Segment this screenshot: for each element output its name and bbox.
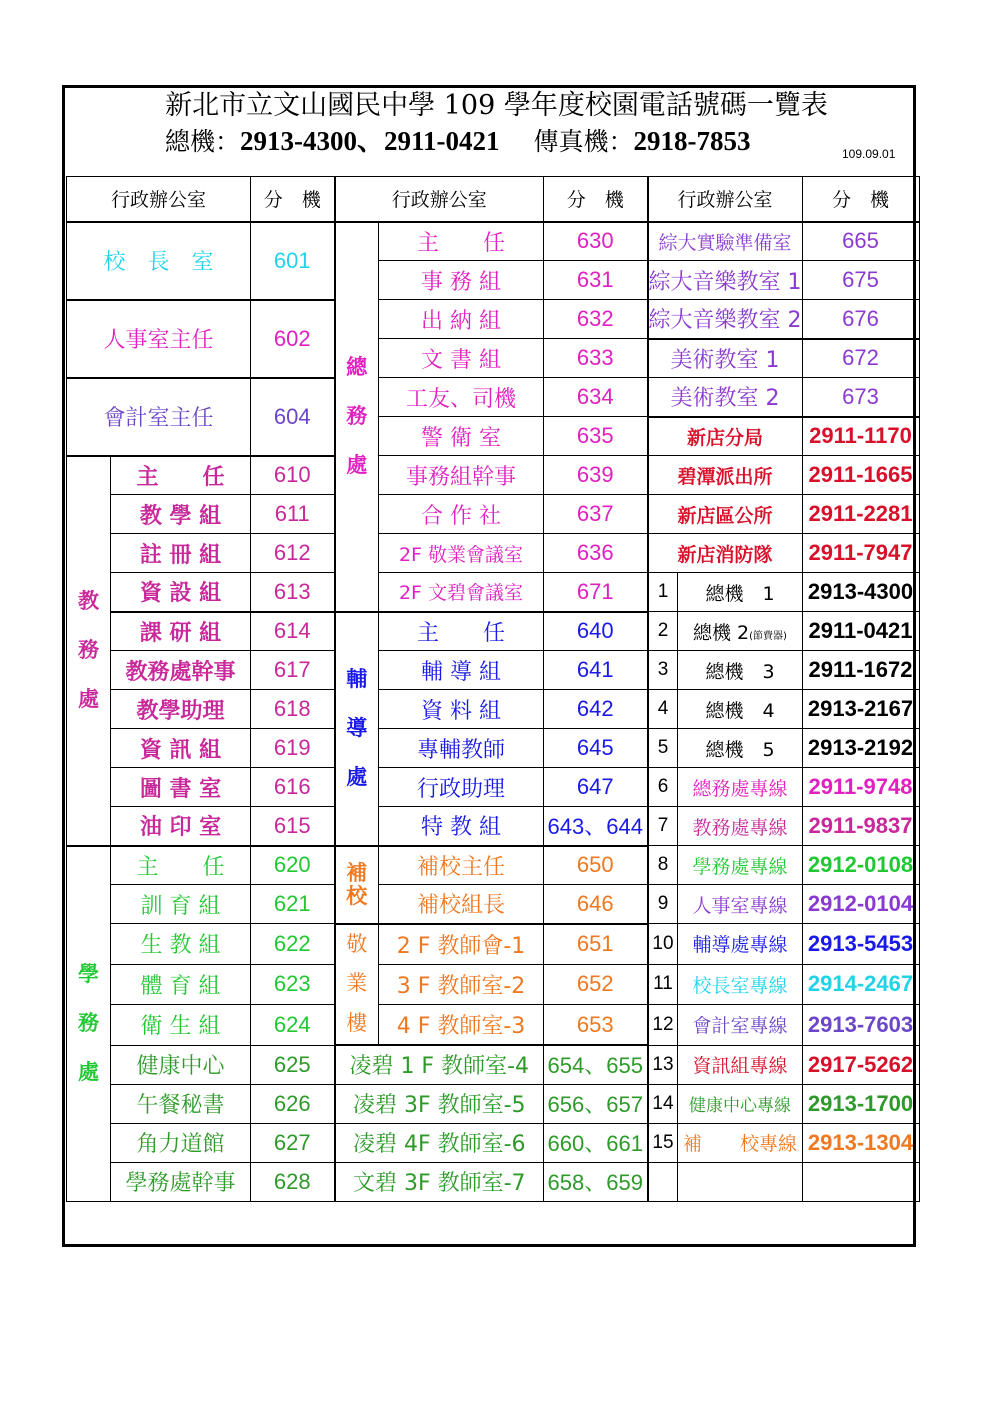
office-name: 警 衛 室 xyxy=(379,417,544,456)
ext-number: 619 xyxy=(251,729,335,768)
line-number: 15 xyxy=(648,1123,678,1162)
line-name: 健康中心專線 xyxy=(678,1084,802,1123)
column-header-ext: 分 機 xyxy=(802,177,919,222)
line-phone: 2913-1700 xyxy=(802,1084,919,1123)
ext-number: 613 xyxy=(251,573,335,612)
line-number: 9 xyxy=(648,885,678,924)
table-row xyxy=(67,1084,920,1123)
column-header-ext: 分 機 xyxy=(251,177,335,222)
office-name: 綜大音樂教室 1 xyxy=(648,261,803,300)
table-row xyxy=(67,729,920,768)
line-number: 14 xyxy=(648,1084,678,1123)
office-name: 資 訊 組 xyxy=(111,729,251,768)
office-name: 凌碧 4F 教師室-6 xyxy=(335,1123,544,1162)
ext-number: 620 xyxy=(251,846,335,885)
ext-number: 634 xyxy=(544,378,648,417)
line-phone: 2913-2192 xyxy=(802,729,919,768)
office-name: 補校組長 xyxy=(379,885,544,924)
column-header-office: 行政辦公室 xyxy=(335,177,544,222)
line-number: 10 xyxy=(648,924,678,965)
line-name: 會計室專線 xyxy=(678,1005,802,1046)
line-phone: 2911-9748 xyxy=(802,768,919,807)
table-row xyxy=(67,807,920,846)
external-name: 新店分局 xyxy=(648,417,803,456)
line-name: 總機 3 xyxy=(678,651,802,690)
office-name: 主 任 xyxy=(379,222,544,261)
table-row xyxy=(67,1045,920,1084)
office-name: 課 研 組 xyxy=(111,612,251,651)
office-name: 體 育 組 xyxy=(111,964,251,1005)
office-name: 美術教室 1 xyxy=(648,339,803,378)
external-phone: 2911-1665 xyxy=(802,456,919,495)
office-name: 文 書 組 xyxy=(379,339,544,378)
dept-general-affairs: 總 務 處 xyxy=(335,222,379,612)
office-name: 行政助理 xyxy=(379,768,544,807)
ext-number: 635 xyxy=(544,417,648,456)
line-name: 輔導處專線 xyxy=(678,924,802,965)
page-title: 新北市立文山國民中學 109 學年度校園電話號碼一覽表 xyxy=(165,90,828,121)
ext-number: 647 xyxy=(544,768,648,807)
table-row xyxy=(67,885,920,924)
ext-number: 628 xyxy=(251,1162,335,1201)
dept-counseling: 輔 導 處 xyxy=(335,612,379,846)
switchboard-label: 總機： xyxy=(165,127,241,156)
dept-academic-affairs: 教 務 處 xyxy=(67,456,111,846)
office-accounting: 會計室主任 xyxy=(67,378,251,456)
office-name: 訓 育 組 xyxy=(111,885,251,924)
ext-principal: 601 xyxy=(251,222,335,300)
office-name: 主 任 xyxy=(111,456,251,495)
ext-number: 624 xyxy=(251,1005,335,1046)
office-name: 午餐秘書 xyxy=(111,1084,251,1123)
ext-number: 676 xyxy=(802,300,919,339)
office-name: 合 作 社 xyxy=(379,495,544,534)
line-phone: 2912-0108 xyxy=(802,846,919,885)
line-number: 11 xyxy=(648,964,678,1005)
ext-number: 672 xyxy=(802,339,919,378)
ext-number: 622 xyxy=(251,924,335,965)
line-name: 補 校專線 xyxy=(678,1123,802,1162)
line-number: 12 xyxy=(648,1005,678,1046)
line-name: 教務處專線 xyxy=(678,807,802,846)
ext-number: 665 xyxy=(802,222,919,261)
office-name: 2F 文碧會議室 xyxy=(379,573,544,612)
ext-number: 642 xyxy=(544,690,648,729)
office-name: 3 F 教師室-2 xyxy=(379,964,544,1005)
line-phone: 2911-0421 xyxy=(802,612,919,651)
line-name: 總務處專線 xyxy=(678,768,802,807)
table-row xyxy=(67,1162,920,1201)
office-name: 資 料 組 xyxy=(379,690,544,729)
line-number: 1 xyxy=(648,573,678,612)
ext-number: 637 xyxy=(544,495,648,534)
external-name: 新店消防隊 xyxy=(648,534,803,573)
office-name: 輔 導 組 xyxy=(379,651,544,690)
ext-number: 651 xyxy=(544,924,648,965)
ext-number: 611 xyxy=(251,495,335,534)
ext-number: 625 xyxy=(251,1045,335,1084)
table-row xyxy=(67,651,920,690)
line-phone: 2913-1304 xyxy=(802,1123,919,1162)
line-number: 13 xyxy=(648,1045,678,1084)
column-header-office: 行政辦公室 xyxy=(67,177,251,222)
issue-date: 109.09.01 xyxy=(842,147,896,161)
switchboard-numbers: 2913-4300、2911-0421 xyxy=(240,126,500,156)
office-name: 工友、司機 xyxy=(379,378,544,417)
ext-number: 614 xyxy=(251,612,335,651)
table-row xyxy=(67,1123,920,1162)
office-name: 角力道館 xyxy=(111,1123,251,1162)
external-phone: 2911-1170 xyxy=(802,417,919,456)
empty-cell xyxy=(802,1162,919,1201)
office-name: 註 冊 組 xyxy=(111,534,251,573)
ext-number: 671 xyxy=(544,573,648,612)
office-name: 圖 書 室 xyxy=(111,768,251,807)
office-name: 文碧 3F 教師室-7 xyxy=(335,1162,544,1201)
line-name: 資訊組專線 xyxy=(678,1045,802,1084)
line-phone: 2912-0104 xyxy=(802,885,919,924)
ext-number: 612 xyxy=(251,534,335,573)
phone-directory-table xyxy=(66,176,920,1202)
office-name: 教學助理 xyxy=(111,690,251,729)
ext-number: 610 xyxy=(251,456,335,495)
office-name: 學務處幹事 xyxy=(111,1162,251,1201)
empty-cell xyxy=(678,1162,802,1201)
ext-number: 645 xyxy=(544,729,648,768)
ext-number: 615 xyxy=(251,807,335,846)
line-name: 學務處專線 xyxy=(678,846,802,885)
ext-number: 660、661 xyxy=(544,1123,648,1162)
ext-number: 618 xyxy=(251,690,335,729)
line-phone: 2913-7603 xyxy=(802,1005,919,1046)
ext-number: 653 xyxy=(544,1005,648,1046)
table-row xyxy=(67,573,920,612)
ext-number: 633 xyxy=(544,339,648,378)
office-name: 2F 敬業會議室 xyxy=(379,534,544,573)
table-row xyxy=(67,612,920,651)
line-name: 校長室專線 xyxy=(678,964,802,1005)
office-name: 美術教室 2 xyxy=(648,378,803,417)
line-name: 人事室專線 xyxy=(678,885,802,924)
office-name: 凌碧 1 F 教師室-4 xyxy=(335,1045,544,1084)
office-name: 綜大音樂教室 2 xyxy=(648,300,803,339)
external-name: 碧潭派出所 xyxy=(648,456,803,495)
ext-number: 656、657 xyxy=(544,1084,648,1123)
office-name: 凌碧 3F 教師室-5 xyxy=(335,1084,544,1123)
line-phone: 2913-4300 xyxy=(802,573,919,612)
table-row xyxy=(67,456,920,495)
external-phone: 2911-7947 xyxy=(802,534,919,573)
line-phone: 2914-2467 xyxy=(802,964,919,1005)
ext-number: 621 xyxy=(251,885,335,924)
office-name: 2 F 教師會-1 xyxy=(379,924,544,965)
office-name: 資 設 組 xyxy=(111,573,251,612)
line-number: 3 xyxy=(648,651,678,690)
ext-number: 639 xyxy=(544,456,648,495)
table-row xyxy=(67,846,920,885)
table-row xyxy=(67,924,920,965)
fax-number: 2918-7853 xyxy=(633,126,751,156)
ext-number: 630 xyxy=(544,222,648,261)
line-number: 8 xyxy=(648,846,678,885)
office-name: 健康中心 xyxy=(111,1045,251,1084)
line-name: 總機 5 xyxy=(678,729,802,768)
line-name: 總機 1 xyxy=(678,573,802,612)
table-row xyxy=(67,222,920,261)
table-row xyxy=(67,495,920,534)
office-name: 教務處幹事 xyxy=(111,651,251,690)
ext-number: 650 xyxy=(544,846,648,885)
table-row xyxy=(67,300,920,339)
ext-personnel: 602 xyxy=(251,300,335,378)
line-number: 2 xyxy=(648,612,678,651)
header-row xyxy=(67,177,920,222)
office-name: 專輔教師 xyxy=(379,729,544,768)
line-note: (節費器) xyxy=(749,630,787,642)
office-name: 4 F 教師室-3 xyxy=(379,1005,544,1046)
ext-number: 675 xyxy=(802,261,919,300)
dept-supplementary-school: 補 校 xyxy=(335,846,379,924)
ext-number: 673 xyxy=(802,378,919,417)
office-name: 衛 生 組 xyxy=(111,1005,251,1046)
table-row xyxy=(67,768,920,807)
external-name: 新店區公所 xyxy=(648,495,803,534)
ext-number: 626 xyxy=(251,1084,335,1123)
office-name: 事務組幹事 xyxy=(379,456,544,495)
office-name: 主 任 xyxy=(379,612,544,651)
column-header-office: 行政辦公室 xyxy=(648,177,803,222)
ext-number: 636 xyxy=(544,534,648,573)
ext-number: 658、659 xyxy=(544,1162,648,1201)
office-name: 綜大實驗準備室 xyxy=(648,222,803,261)
line-number: 7 xyxy=(648,807,678,846)
line-phone: 2913-2167 xyxy=(802,690,919,729)
table-row xyxy=(67,378,920,417)
external-phone: 2911-2281 xyxy=(802,495,919,534)
fax-label: 傳真機： xyxy=(533,127,634,156)
dept-student-affairs: 學 務 處 xyxy=(67,846,111,1202)
line-number: 4 xyxy=(648,690,678,729)
line-number: 6 xyxy=(648,768,678,807)
office-name: 補校主任 xyxy=(379,846,544,885)
ext-number: 641 xyxy=(544,651,648,690)
table-row xyxy=(67,534,920,573)
line-phone: 2911-9837 xyxy=(802,807,919,846)
line-phone: 2913-5453 xyxy=(802,924,919,965)
ext-number: 631 xyxy=(544,261,648,300)
office-name: 生 教 組 xyxy=(111,924,251,965)
ext-number: 617 xyxy=(251,651,335,690)
ext-number: 640 xyxy=(544,612,648,651)
office-principal: 校 長 室 xyxy=(67,222,251,300)
line-name: 總機 4 xyxy=(678,690,802,729)
office-name: 油 印 室 xyxy=(111,807,251,846)
table-row xyxy=(67,964,920,1005)
column-header-ext: 分 機 xyxy=(544,177,648,222)
ext-number: 623 xyxy=(251,964,335,1005)
office-personnel: 人事室主任 xyxy=(67,300,251,378)
empty-cell xyxy=(648,1162,678,1201)
table-row xyxy=(67,690,920,729)
line-name: 總機 2(節費器) xyxy=(678,612,802,651)
ext-number: 627 xyxy=(251,1123,335,1162)
line-phone: 2911-1672 xyxy=(802,651,919,690)
ext-number: 632 xyxy=(544,300,648,339)
ext-number: 646 xyxy=(544,885,648,924)
office-name: 事 務 組 xyxy=(379,261,544,300)
table-row xyxy=(67,1005,920,1046)
ext-number: 643、644 xyxy=(544,807,648,846)
office-name: 主 任 xyxy=(111,846,251,885)
switchboard-line xyxy=(165,126,751,157)
office-name: 特 教 組 xyxy=(379,807,544,846)
office-name: 教 學 組 xyxy=(111,495,251,534)
ext-number: 652 xyxy=(544,964,648,1005)
dept-jingye-building: 敬 業 樓 xyxy=(335,924,379,1046)
office-name: 出 納 組 xyxy=(379,300,544,339)
ext-number: 616 xyxy=(251,768,335,807)
ext-accounting: 604 xyxy=(251,378,335,456)
line-number: 5 xyxy=(648,729,678,768)
ext-number: 654、655 xyxy=(544,1045,648,1084)
line-phone: 2917-5262 xyxy=(802,1045,919,1084)
